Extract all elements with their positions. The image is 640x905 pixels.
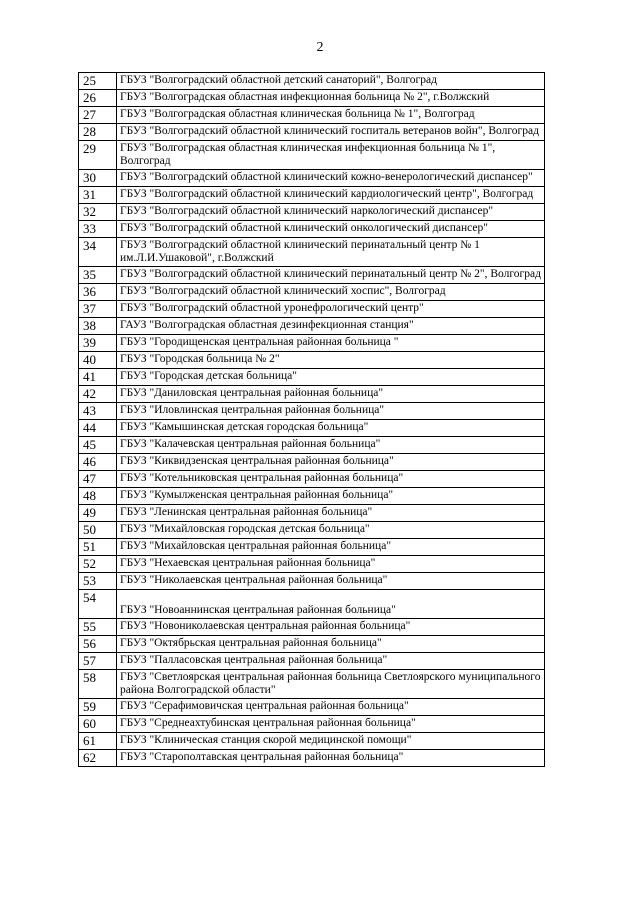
row-number: 58	[79, 670, 117, 699]
row-number: 62	[79, 750, 117, 767]
table-row	[79, 505, 545, 522]
institution-name: ГБУЗ "Клиническая станция скорой медицинской помощи"	[117, 733, 545, 750]
row-number: 48	[79, 488, 117, 505]
row-number: 43	[79, 403, 117, 420]
institution-name: ГБУЗ "Волгоградский областной детский санаторий", Волгоград	[117, 73, 545, 90]
row-number: 42	[79, 386, 117, 403]
table-row	[79, 670, 545, 699]
table-row	[79, 733, 545, 750]
institution-name: ГБУЗ "Михайловская городская детская больница"	[117, 522, 545, 539]
table-row	[79, 653, 545, 670]
table-row	[79, 170, 545, 187]
institution-name: ГБУЗ "Волгоградский областной клинический онкологический диспансер"	[117, 221, 545, 238]
institutions-table	[78, 72, 545, 767]
table-row	[79, 750, 545, 767]
institution-name: ГБУЗ "Нехаевская центральная районная больница"	[117, 556, 545, 573]
row-number: 32	[79, 204, 117, 221]
table-row	[79, 619, 545, 636]
row-number: 60	[79, 716, 117, 733]
table-row	[79, 420, 545, 437]
table-row	[79, 437, 545, 454]
table-row	[79, 352, 545, 369]
row-number: 37	[79, 301, 117, 318]
institution-name: ГБУЗ "Волгоградский областной клинический хоспис", Волгоград	[117, 284, 545, 301]
table-row	[79, 573, 545, 590]
table-row	[79, 90, 545, 107]
row-number: 44	[79, 420, 117, 437]
table-row	[79, 335, 545, 352]
institution-name: ГБУЗ "Среднеахтубинская центральная районная больница"	[117, 716, 545, 733]
row-number: 46	[79, 454, 117, 471]
table-row	[79, 107, 545, 124]
row-number: 54	[79, 590, 117, 619]
institution-name: ГБУЗ "Ленинская центральная районная больница"	[117, 505, 545, 522]
institution-name: ГБУЗ "Новоаннинская центральная районная больница"	[117, 590, 545, 619]
institution-name: ГБУЗ "Октябрьская центральная районная больница"	[117, 636, 545, 653]
row-number: 29	[79, 141, 117, 170]
institution-name: ГАУЗ "Волгоградская областная дезинфекционная станция"	[117, 318, 545, 335]
row-number: 36	[79, 284, 117, 301]
institution-name: ГБУЗ "Волгоградский областной клинический кардиологический центр", Волгоград	[117, 187, 545, 204]
row-number: 40	[79, 352, 117, 369]
table-row	[79, 403, 545, 420]
table-row	[79, 636, 545, 653]
row-number: 50	[79, 522, 117, 539]
row-number: 38	[79, 318, 117, 335]
table-row	[79, 386, 545, 403]
institution-name: ГБУЗ "Городская детская больница"	[117, 369, 545, 386]
institution-name: ГБУЗ "Городская больница № 2"	[117, 352, 545, 369]
row-number: 30	[79, 170, 117, 187]
table-row	[79, 204, 545, 221]
table-row	[79, 301, 545, 318]
institution-name: ГБУЗ "Волгоградский областной клинический перинатальный центр № 2", Волгоград	[117, 267, 545, 284]
table-row	[79, 699, 545, 716]
institution-name: ГБУЗ "Городищенская центральная районная больница "	[117, 335, 545, 352]
table-row	[79, 73, 545, 90]
institution-name: ГБУЗ "Волгоградская областная клиническая инфекционная больница № 1", Волгоград	[117, 141, 545, 170]
institution-name: ГБУЗ "Старополтавская центральная районная больница"	[117, 750, 545, 767]
institution-name: ГБУЗ "Михайловская центральная районная больница"	[117, 539, 545, 556]
table-row	[79, 539, 545, 556]
institution-name: ГБУЗ "Волгоградский областной уронефрологический центр"	[117, 301, 545, 318]
row-number: 45	[79, 437, 117, 454]
table-row	[79, 238, 545, 267]
table-row	[79, 124, 545, 141]
institution-name: ГБУЗ "Волгоградский областной клинический наркологический диспансер"	[117, 204, 545, 221]
institution-name: ГБУЗ "Волгоградский областной клинический кожно-венерологический диспансер"	[117, 170, 545, 187]
table-row	[79, 369, 545, 386]
row-number: 55	[79, 619, 117, 636]
row-number: 34	[79, 238, 117, 267]
row-number: 26	[79, 90, 117, 107]
institution-name: ГБУЗ "Даниловская центральная районная больница"	[117, 386, 545, 403]
row-number: 41	[79, 369, 117, 386]
row-number: 56	[79, 636, 117, 653]
table-row	[79, 488, 545, 505]
row-number: 47	[79, 471, 117, 488]
table-row	[79, 590, 545, 619]
row-number: 52	[79, 556, 117, 573]
institution-name: ГБУЗ "Волгоградский областной клинический перинатальный центр № 1 им.Л.И.Ушаковой", г.Волжский	[117, 238, 545, 267]
table-row	[79, 522, 545, 539]
row-number: 27	[79, 107, 117, 124]
institution-name: ГБУЗ "Серафимовичская центральная районная больница"	[117, 699, 545, 716]
institution-name: ГБУЗ "Кумылженская центральная районная больница"	[117, 488, 545, 505]
table-row	[79, 187, 545, 204]
institution-name: ГБУЗ "Новониколаевская центральная районная больница"	[117, 619, 545, 636]
row-number: 53	[79, 573, 117, 590]
table-row	[79, 221, 545, 238]
table-row	[79, 267, 545, 284]
institution-name: ГБУЗ "Котельниковская центральная районная больница"	[117, 471, 545, 488]
row-number: 39	[79, 335, 117, 352]
institution-name: ГБУЗ "Волгоградская областная инфекционная больница № 2", г.Волжский	[117, 90, 545, 107]
table-row	[79, 141, 545, 170]
row-number: 35	[79, 267, 117, 284]
table-row	[79, 318, 545, 335]
row-number: 49	[79, 505, 117, 522]
row-number: 59	[79, 699, 117, 716]
table-row	[79, 716, 545, 733]
row-number: 31	[79, 187, 117, 204]
table-body	[79, 73, 545, 767]
page-number: 2	[316, 40, 324, 55]
table-row	[79, 556, 545, 573]
institution-name: ГБУЗ "Волгоградская областная клиническая больница № 1", Волгоград	[117, 107, 545, 124]
row-number: 28	[79, 124, 117, 141]
row-number: 51	[79, 539, 117, 556]
institution-name: ГБУЗ "Светлоярская центральная районная больница Светлоярского муниципального района Волгоградской области"	[117, 670, 545, 699]
table-row	[79, 454, 545, 471]
institution-name: ГБУЗ "Палласовская центральная районная больница"	[117, 653, 545, 670]
row-number: 61	[79, 733, 117, 750]
table-row	[79, 284, 545, 301]
institution-name: ГБУЗ "Николаевская центральная районная больница"	[117, 573, 545, 590]
institution-name: ГБУЗ "Иловлинская центральная районная больница"	[117, 403, 545, 420]
row-number: 33	[79, 221, 117, 238]
row-number: 57	[79, 653, 117, 670]
institution-name: ГБУЗ "Волгоградский областной клинический госпиталь ветеранов войн", Волгоград	[117, 124, 545, 141]
table-row	[79, 471, 545, 488]
institution-name: ГБУЗ "Киквидзенская центральная районная больница"	[117, 454, 545, 471]
institution-name: ГБУЗ "Камышинская детская городская больница"	[117, 420, 545, 437]
row-number: 25	[79, 73, 117, 90]
institution-name: ГБУЗ "Калачевская центральная районная больница"	[117, 437, 545, 454]
